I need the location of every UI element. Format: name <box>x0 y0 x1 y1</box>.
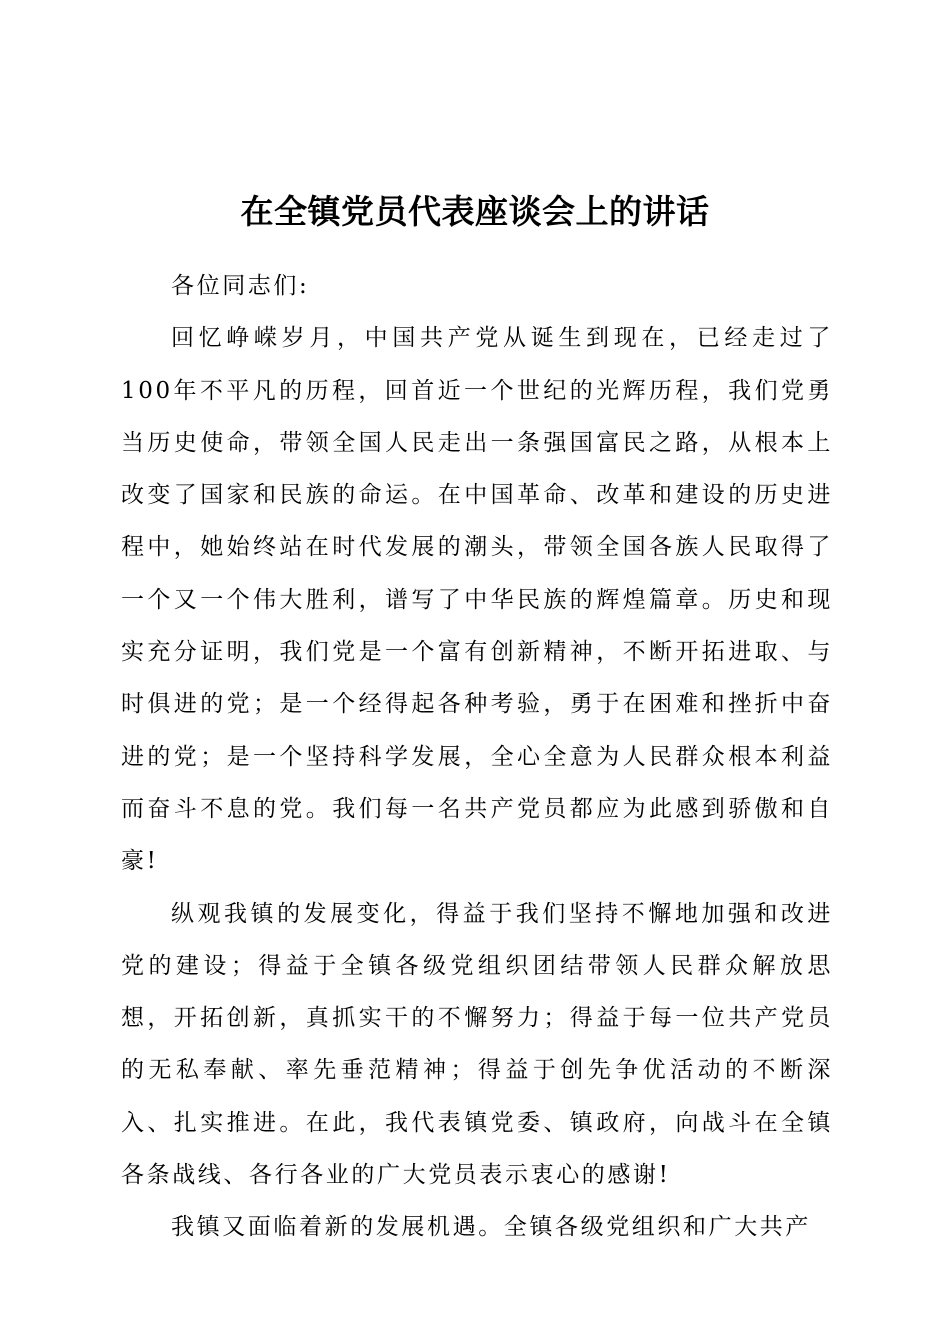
paragraph-1: 回忆峥嵘岁月，中国共产党从诞生到现在，已经走过了100年不平凡的历程，回首近一个世纪的光辉历程，我们党勇当历史使命，带领全国人民走出一条强国富民之路，从根本上改变了国家和民族的命运。在中国革命、改革和建设的历史进程中，她始终站在时代发展的潮头，带领全国各族人民取得了一个又一个伟大胜利，谱写了中华民族的辉煌篇章。历史和现实充分证明，我们党是一个富有创新精神，不断开拓进取、与时俱进的党；是一个经得起各种考验，勇于在困难和挫折中奋进的党；是一个坚持科学发展，全心全意为人民群众根本利益而奋斗不息的党。我们每一名共产党员都应为此感到骄傲和自豪! <box>121 325 833 875</box>
paragraph-2: 纵观我镇的发展变化，得益于我们坚持不懈地加强和改进党的建设；得益于全镇各级党组织团结带领人民群众解放思想，开拓创新，真抓实干的不懈努力；得益于每一位共产党员的无私奉献、率先垂范精神；得益于创先争优活动的不断深入、扎实推进。在此，我代表镇党委、镇政府，向战斗在全镇各条战线、各行各业的广大党员表示衷心的感谢! <box>121 900 833 1189</box>
document-body <box>121 260 833 1254</box>
document-title: 在全镇党员代表座谈会上的讲话 <box>240 192 710 231</box>
salutation: 各位同志们: <box>171 273 310 299</box>
paragraph-3: 我镇又面临着新的发展机遇。全镇各级党组织和广大共产 <box>171 1214 811 1241</box>
